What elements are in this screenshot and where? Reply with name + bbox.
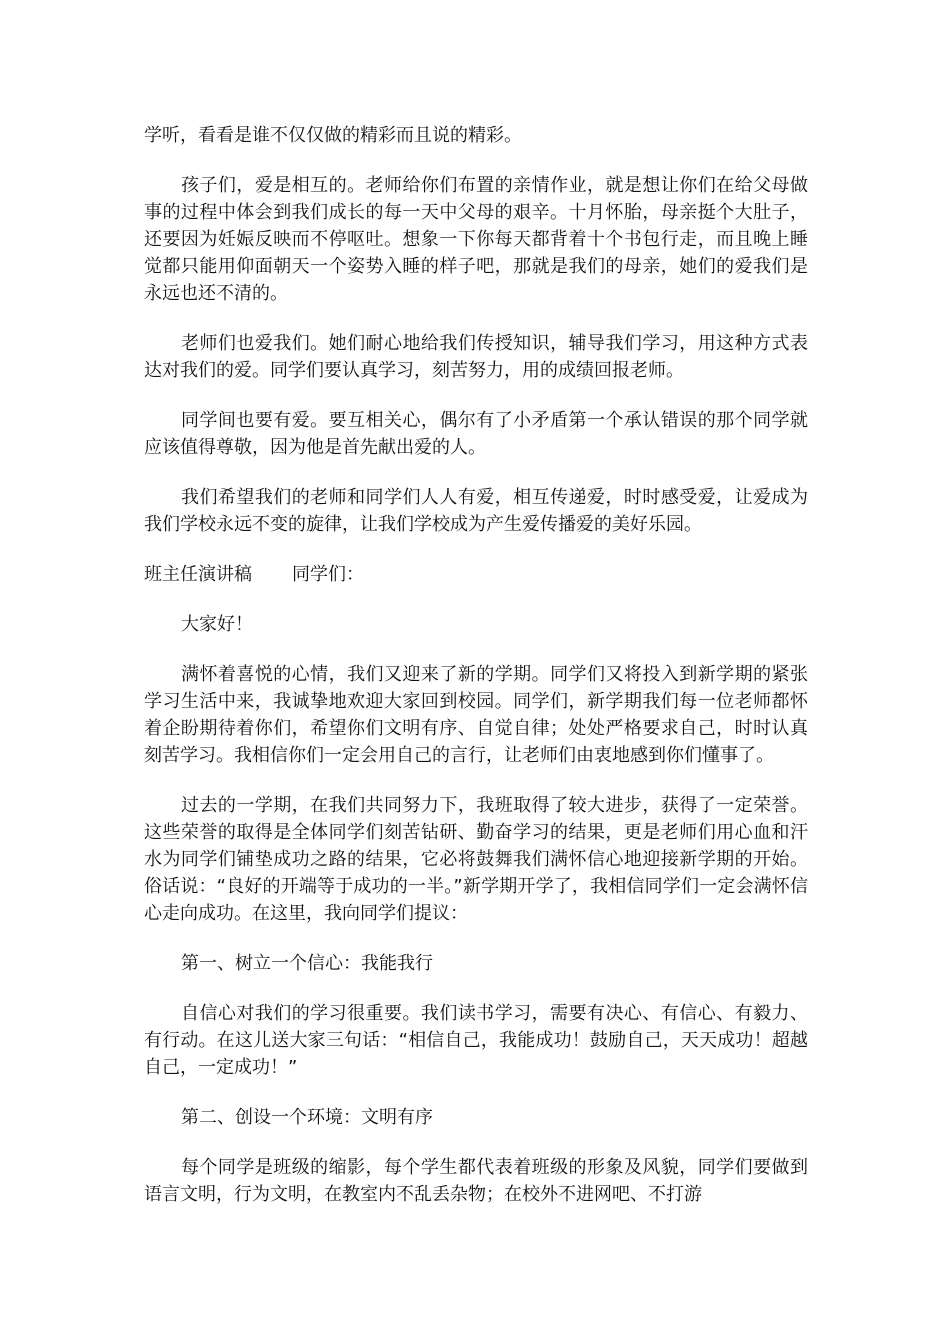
paragraph-point-one-title: 第一、树立一个信心：我能我行 [181,953,433,974]
paragraph-classmates-love: 同学间也要有爱。要互相关心，偶尔有了小矛盾第一个承认错误的那个同学就应该值得尊敬，因为他是首先献出爱的人。 [144,410,808,458]
paragraph-confidence: 自信心对我们的学习很重要。我们读书学习，需要有决心、有信心、有毅力、有行动。在这儿送大家三句话：“相信自己，我能成功！鼓励自己，天天成功！超越自己，一定成功！” [144,1003,808,1078]
paragraph-environment: 每个同学是班级的缩影，每个学生都代表着班级的形象及风貌，同学们要做到语言文明，行为文明，在教室内不乱丢杂物；在校外不进网吧、不打游 [144,1157,808,1205]
paragraph-new-semester: 满怀着喜悦的心情，我们又迎来了新的学期。同学们又将投入到新学期的紧张学习生活中来，我诚挚地欢迎大家回到校园。同学们，新学期我们每一位老师都怀着企盼期待着你们，希望你们文明有序、自觉自律；处处严格要求自己，时时认真刻苦学习。我相信你们一定会用自己的言行，让老师们由衷地感到你们懂事了。 [144,664,808,766]
paragraph-teachers-love: 老师们也爱我们。她们耐心地给我们传授知识，辅导我们学习，用这种方式表达对我们的爱。同学们要认真学习，刻苦努力，用的成绩回报老师。 [144,333,808,381]
paragraph-love-mutual: 孩子们，爱是相互的。老师给你们布置的亲情作业，就是想让你们在给父母做事的过程中体会到我们成长的每一天中父母的艰辛。十月怀胎，母亲挺个大肚子，还要因为妊娠反映而不停呕吐。想象一下你每天都背着十个书包行走，而且晚上睡觉都只能用仰面朝天一个姿势入睡的样子吧，那就是我们的母亲，她们的爱我们是永远也还不清的。 [144,175,808,304]
paragraph-point-two-title: 第二、创设一个环境：文明有序 [181,1107,433,1128]
paragraph-past-semester: 过去的一学期，在我们共同努力下，我班取得了较大进步，获得了一定荣誉。这些荣誉的取得是全体同学们刻苦钻研、勤奋学习的结果，更是老师们用心血和汗水为同学们铺垫成功之路的结果，它必将鼓舞我们满怀信心地迎接新学期的开始。俗话说：“良好的开端等于成功的一半。”新学期开学了，我相信同学们一定会满怀信心走向成功。在这里，我向同学们提议： [144,795,808,924]
paragraph-greeting: 大家好！ [181,614,253,635]
paragraph-continuation: 学听，看看是谁不仅仅做的精彩而且说的精彩。 [144,125,522,146]
paragraph-hope: 我们希望我们的老师和同学们人人有爱，相互传递爱，时时感受爱，让爱成为我们学校永远不变的旋律，让我们学校成为产生爱传播爱的美好乐园。 [144,487,808,535]
section-title: 班主任演讲稿 [144,564,252,585]
document-page [144,122,808,1231]
section-heading [144,561,808,588]
section-address: 同学们： [292,564,364,585]
